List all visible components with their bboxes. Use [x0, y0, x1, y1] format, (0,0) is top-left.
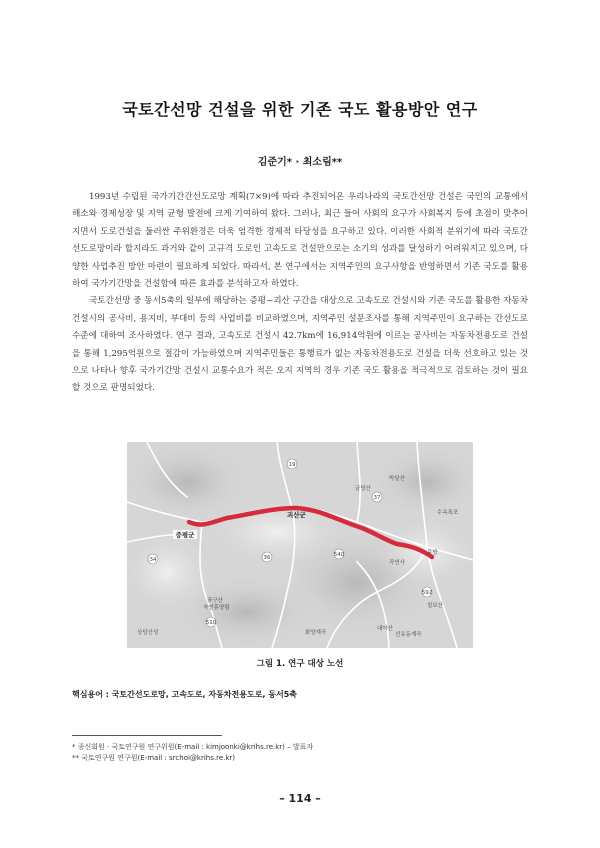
abstract-paragraph-1: 1993년 수립된 국가기간간선도로망 계획(7×9)에 따라 추진되어온 우리나라의 국토간선망 건설은 국민의 교통에서 해소와 경제성장 및 지역 균형 발전에 크게 기여하여 왔다. 그러나, 최근 들어 사회의 요구가 사회복지 등에 초점이 맞추어지면서 도로건설을 둘러싼 주위환경은 더욱 엄격한 경제적 타당성을 요구하고 있다. 이러한 사회적 분위기에 따라 국토간선도로망이라 할지라도 과거와 같이 고규격 도로인 고속도로 건설만으로는 소기의 성과를 달성하기 어려워지고 있으며, 다양한 사업추진 방안 마련이 필요하게 되었다. 따라서, 본 연구에서는 지역주민의 요구사항을 반영하면서 기존 국도를 활용하여 국가기간망을 건설함에 따른 효과를 분석하고자 하였다.: [72, 192, 528, 290]
figure-caption: 그림 1. 연구 대상 노선: [256, 659, 344, 669]
place-label-munbang: 문방: [427, 550, 438, 556]
route-number: 37: [373, 495, 381, 501]
page-number: – 114 –: [279, 792, 321, 805]
study-route-map: [127, 442, 473, 648]
place-label-seonyudong: 선유동계곡: [395, 632, 422, 638]
abstract: [72, 189, 528, 398]
route-number: 19: [288, 462, 296, 468]
place-label-hwayang: 화양계곡: [305, 630, 327, 636]
map-graphic: [127, 442, 473, 648]
place-label-baekdalsan: 박달산: [389, 476, 405, 482]
route-number: 34: [149, 557, 157, 563]
abstract-paragraph-2: 국토간선망 중 동서5축의 일부에 해당하는 증평~괴산 구간을 대상으로 고속도로 건설시와 기존 국도를 활용한 자동차 건설시의 공사비, 용지비, 부대비 등의 사업비를 비교하였으며, 지역주민 설문조사를 통해 지역주민이 요구하는 간선도로 수준에 대하여 조사하였다. 연구 결과, 고속도로 건설시 42.7km에 16,914억원에 이르는 공사비는 자동차전용도로 건설을 통해 1,295억원으로 절감이 가능하였으며 지역주민들은 통행료가 없는 자동차전용도로 건설을 더욱 선호하고 있는 것으로 나타나 향후 국가기간망 건설시 교통수요가 적은 오지 지역의 경우 기존 국도 활용을 적극적으로 검토하는 것이 필요할 것으로 판명되었다.: [72, 296, 528, 394]
place-label-goesan: 괴산군: [287, 511, 306, 519]
place-label-gakyeonsa: 각연사: [389, 560, 405, 566]
place-label-geumdangsan: 금당산: [355, 486, 371, 492]
place-label-suokpokpo: 수옥폭포: [437, 510, 459, 516]
route-number: 36: [263, 555, 271, 561]
keywords: 핵심용어 : 국토간선도로망, 고속도로, 자동차전용도로, 동서5축: [72, 690, 298, 699]
place-label-sangdangsan: 상당산성: [137, 630, 159, 636]
route-number: 592: [421, 590, 433, 596]
route-number: 510: [205, 620, 217, 626]
footnotes: [72, 742, 528, 764]
paper-title: 국토간선망 건설을 위한 기존 국도 활용방안 연구: [122, 100, 478, 119]
route-number: 540: [333, 552, 345, 558]
place-label-chilbosan: 칠보산: [427, 603, 443, 609]
place-label-jeungpyeong: 증평군: [175, 531, 195, 539]
footnote-2: ** 국토연구원 연구원(E-mail : srchoi@krihs.re.kr): [72, 754, 236, 762]
footnote-1: * 종신회원 · 국토연구원 연구위원(E-mail : kimjoonki@krihs.re.kr) – 발표자: [72, 743, 314, 751]
footnote-rule: [72, 735, 222, 736]
place-label-jwagusan: 좌구산: [207, 598, 223, 604]
place-label-forest: 자연휴양림: [203, 605, 230, 611]
author-line: 김준기* · 최소림**: [257, 157, 343, 168]
place-label-daeyasan: 대야산: [377, 626, 393, 632]
